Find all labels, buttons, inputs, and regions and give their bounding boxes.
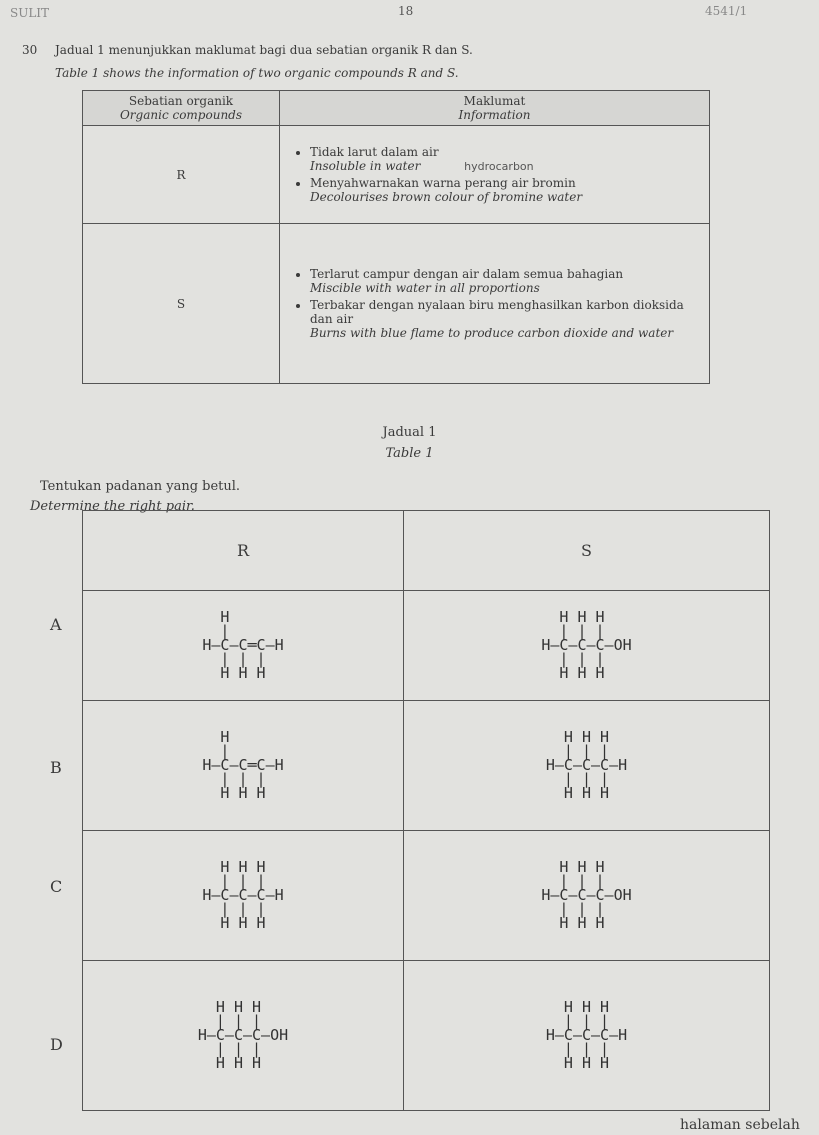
info-en: Miscible with water in all proportions <box>310 281 540 295</box>
formula-line: H H H <box>545 727 628 746</box>
propanol-formula <box>197 997 289 1072</box>
formula-line: | | | <box>202 769 284 788</box>
answer-table <box>82 510 770 1111</box>
col1-ms: Sebatian organik <box>128 94 234 108</box>
formula-line: H H H <box>202 663 284 682</box>
page-number: 18 <box>398 4 414 18</box>
formula-line: | | | <box>202 871 284 890</box>
propene-formula <box>202 727 284 802</box>
formula-line: | <box>202 741 284 760</box>
propanol-formula <box>541 857 632 932</box>
formula-line: H H H <box>197 1053 289 1072</box>
formula-line: | | | <box>545 1011 628 1030</box>
formula-line: H H H <box>197 997 289 1016</box>
info-ms: Terlarut campur dengan air dalam semua bahagian <box>310 267 624 281</box>
footer-text: halaman sebelah <box>680 1117 800 1133</box>
propanol-formula <box>541 607 632 682</box>
formula-line: H—C—C—C—H <box>545 755 628 774</box>
formula-line: H—C—C—C—OH <box>541 885 632 904</box>
formula-line: H—C—C—C—H <box>202 885 284 904</box>
info-ms: Tidak larut dalam air <box>310 145 439 159</box>
info-ms: Menyahwarnakan warna perang air bromin <box>310 176 576 190</box>
col-s-header: S <box>404 511 770 591</box>
question-text-ms: Jadual 1 menunjukkan maklumat bagi dua sebatian organik R dan S. <box>55 43 473 57</box>
formula-line: | | | <box>545 1039 628 1058</box>
formula-line: H H H <box>202 913 284 932</box>
option-row-d[interactable] <box>83 961 770 1111</box>
col2-ms: Maklumat <box>463 94 526 108</box>
table-row <box>83 224 710 384</box>
info-ms: Terbakar dengan nyalaan biru menghasilkan karbon dioksida dan air <box>310 298 684 326</box>
header-right: 4541/1 <box>705 4 748 18</box>
formula-line: H—C—C—C—H <box>545 1025 628 1044</box>
formula-line: H—C—C—C—OH <box>541 635 632 654</box>
formula-line: | | | <box>545 741 628 760</box>
instruction-ms: Tentukan padanan yang betul. <box>40 479 241 494</box>
formula-line: | | | <box>202 899 284 918</box>
option-b-label[interactable]: B <box>50 758 62 777</box>
compound-label: R <box>83 126 280 224</box>
header-left: SULIT <box>10 6 50 20</box>
option-c-label[interactable]: C <box>50 877 63 896</box>
propane-formula <box>545 997 628 1072</box>
info-en: Decolourises brown colour of bromine water <box>310 190 583 204</box>
formula-line: H H H <box>545 997 628 1016</box>
formula-line: H—C—C—C—OH <box>197 1025 289 1044</box>
option-row-c[interactable] <box>83 831 770 961</box>
info-en: Insoluble in water <box>310 159 421 173</box>
table-caption-ms: Jadual 1 <box>382 425 437 440</box>
formula-line: | | | <box>202 649 284 668</box>
propane-formula <box>202 857 284 932</box>
formula-line: H H H <box>545 1053 628 1072</box>
formula-line: H H H <box>541 913 632 932</box>
formula-line: H H H <box>541 857 632 876</box>
formula-line: H H H <box>545 783 628 802</box>
formula-line: H—C—C═C—H <box>202 755 284 774</box>
col-r-header: R <box>83 511 404 591</box>
formula-line: H H H <box>202 783 284 802</box>
formula-line: | | | <box>541 621 632 640</box>
option-a-label[interactable]: A <box>50 615 62 634</box>
handwritten-note: hydrocarbon <box>464 160 534 173</box>
info-en: Burns with blue flame to produce carbon dioxide and water <box>310 326 674 340</box>
question-text-en: Table 1 shows the information of two organic compounds R and S. <box>55 66 459 80</box>
formula-line: H H H <box>202 857 284 876</box>
formula-line: H—C—C═C—H <box>202 635 284 654</box>
formula-line: H <box>202 727 284 746</box>
option-d-label[interactable]: D <box>50 1035 63 1054</box>
formula-line: | | | <box>197 1011 289 1030</box>
option-row-a[interactable] <box>83 591 770 701</box>
propene-formula <box>202 607 284 682</box>
table-1 <box>82 90 710 384</box>
col1-en: Organic compounds <box>119 108 243 122</box>
table-row <box>83 126 710 224</box>
formula-line: | <box>202 621 284 640</box>
formula-line: | | | <box>541 899 632 918</box>
option-row-b[interactable] <box>83 701 770 831</box>
table-caption-en: Table 1 <box>385 446 434 461</box>
formula-line: | | | <box>541 871 632 890</box>
formula-line: H <box>202 607 284 626</box>
propane-formula <box>545 727 628 802</box>
formula-line: H H H <box>541 607 632 626</box>
question-number: 30 <box>22 43 38 57</box>
formula-line: | | | <box>545 769 628 788</box>
instruction-en: Determine the right pair. <box>30 499 195 514</box>
compound-label: S <box>83 224 280 384</box>
col2-en: Information <box>458 108 531 122</box>
formula-line: | | | <box>197 1039 289 1058</box>
formula-line: H H H <box>541 663 632 682</box>
formula-line: | | | <box>541 649 632 668</box>
